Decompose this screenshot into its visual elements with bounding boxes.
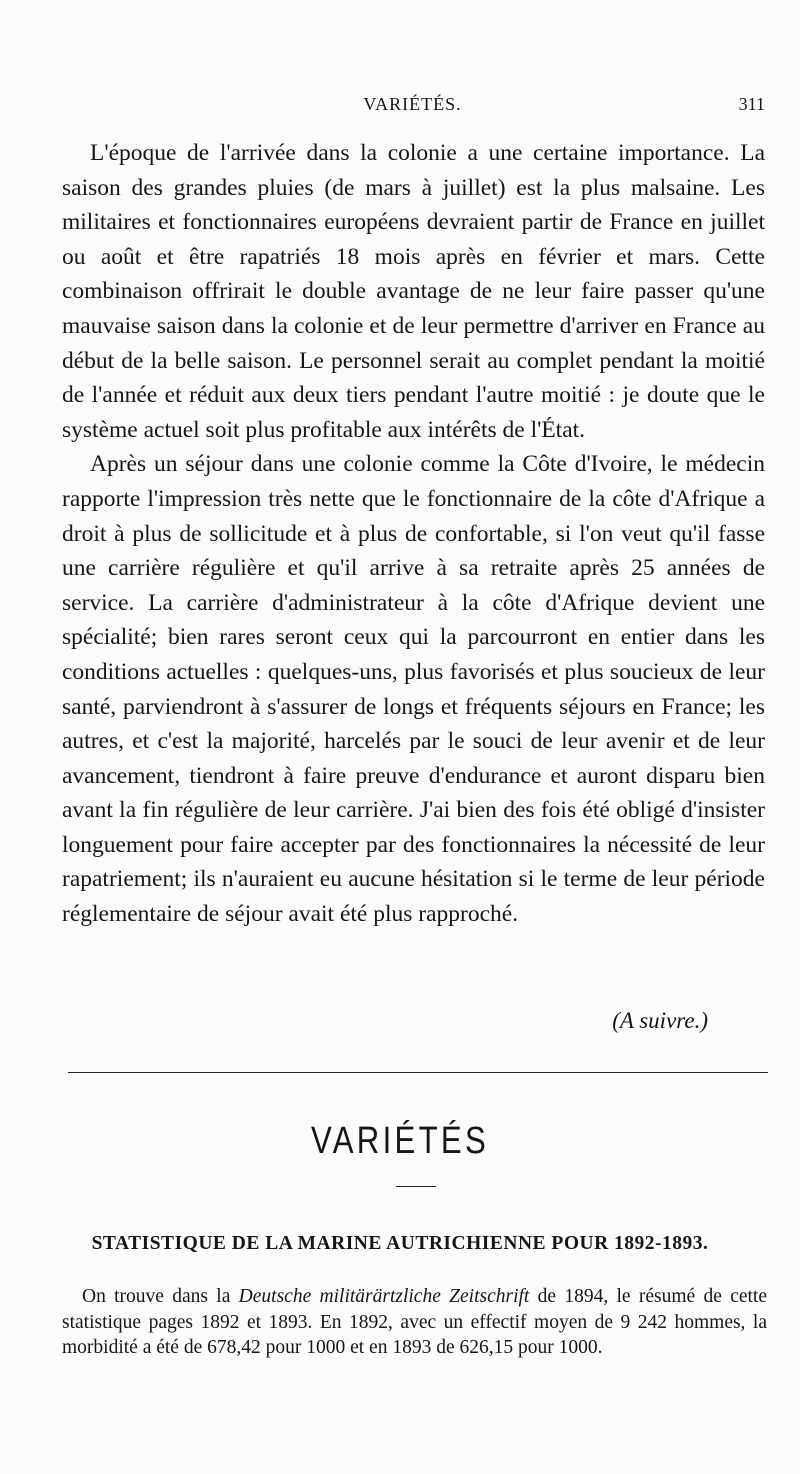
- to-be-continued-note: (A suivre.): [612, 1008, 708, 1033]
- running-head: [60, 92, 765, 122]
- article-paragraph: [62, 1284, 767, 1361]
- paragraph: L'époque de l'arrivée dans la colonie a une certaine importance. La saison des grandes pluies (de mars à juillet) est la plus malsaine. Les militaires et fonctionnaires européens devraient partir de France en juillet ou août et être rapatriés 18 mois après en février et mars. Cette combinaison offrirait le double avantage de ne leur faire passer qu'une mauvaise saison dans la colonie et de leur permettre d'arriver en France au début de la belle saison. Le personnel serait au complet pendant la moitié de l'année et réduit aux deux tiers pendant l'autre moitié : je doute que le système actuel soit plus profitable aux intérêts de l'État.: [62, 140, 765, 443]
- paragraph: Après un séjour dans une colonie comme la Côte d'Ivoire, le médecin rapporte l'impression très nette que le fonctionnaire de la côte d'Afrique a droit à plus de sollicitude et à plus de confortable, si l'on veut qu'il fasse une carrière régulière et qu'il arrive à sa retraite après 25 années de service. La carrière d'administrateur à la côte d'Afrique devient une spécialité; bien rares seront ceux qui la parcourront en entier dans les conditions actuelles : quelques-uns, plus favorisés et plus soucieux de leur santé, parviendront à s'assurer de longs et fréquents séjours en France; les autres, et c'est la majorité, harcelés par le souci de leur avenir et de leur avancement, tiendront à faire preuve d'endurance et auront disparu bien avant la fin régulière de leur carrière. J'ai bien des fois été obligé d'insister longuement pour faire accepter par des fonctionnaires la nécessité de leur rapatriement; ils n'auraient eu aucune hésitation si le terme de leur période réglementaire de séjour avait été plus rapproché.: [62, 451, 765, 928]
- article-text: [62, 1284, 767, 1361]
- page-number: 311: [738, 94, 765, 114]
- running-title: VARIÉTÉS.: [363, 94, 462, 114]
- body-text: [62, 136, 765, 932]
- article-text-start: On trouve dans la: [82, 1286, 239, 1307]
- article-title: STATISTIQUE DE LA MARINE AUTRICHIENNE POUR 1892-1893.: [91, 1233, 709, 1254]
- title-underline: [396, 1186, 436, 1187]
- article-text-end: de 1894, le résumé de cette statistique pages 1892 et 1893. En 1892, avec un effectif moyen de 9 242 hommes, la morbidité a été de 678,42 pour 1000 et en 1893 de 626,15 pour 1000.: [62, 1286, 767, 1358]
- section-divider: [68, 1072, 768, 1073]
- section-title: VARIÉTÉS: [310, 1120, 490, 1162]
- journal-title: Deutsche militärärtzliche Zeitschrift: [238, 1286, 530, 1307]
